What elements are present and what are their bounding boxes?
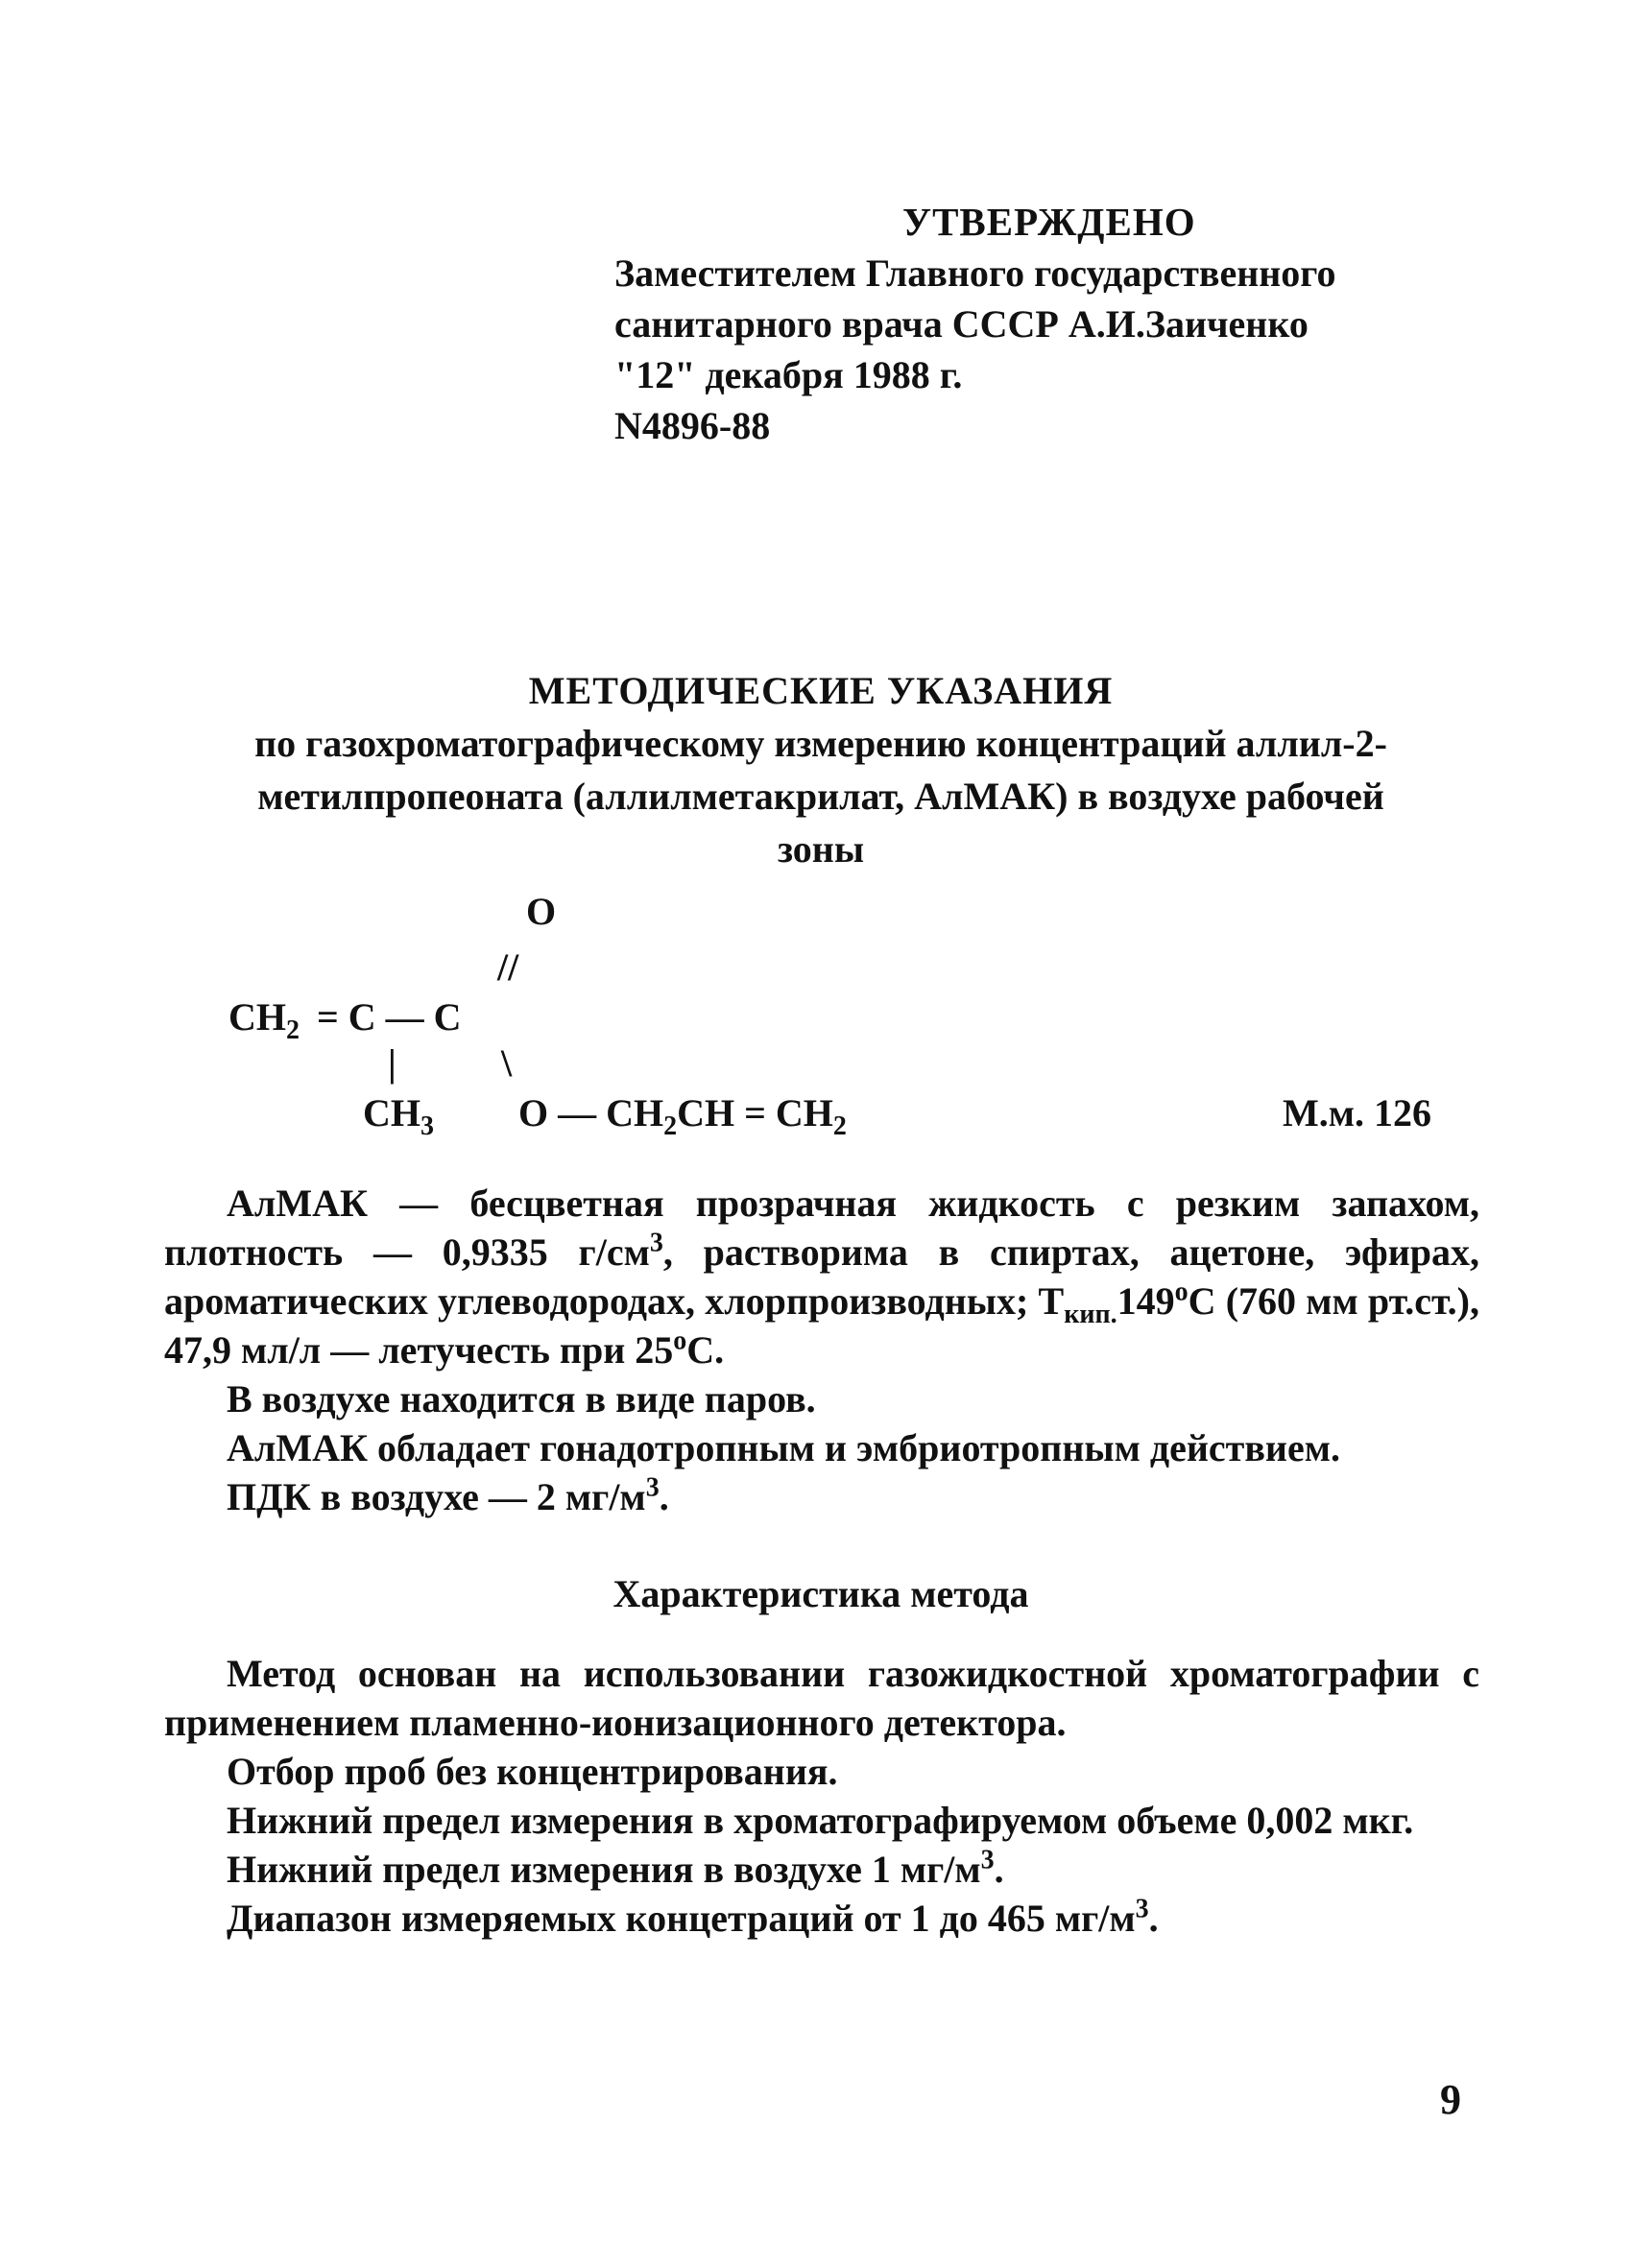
approval-line-1: Заместителем Главного государственного bbox=[614, 251, 1336, 295]
approval-heading: УТВЕРЖДЕНО bbox=[902, 200, 1196, 244]
properties-mac: ПДК в воздухе — 2 $мг/м^3$. bbox=[227, 1472, 669, 1518]
title-line-1: по газохроматографическому измерению концентраций аллил-2- bbox=[254, 722, 1387, 765]
formula-ch3-group: $CH_3$ bbox=[363, 1091, 434, 1141]
formula-double-bond: // bbox=[497, 945, 519, 989]
formula-ch2-group: $CH_2$ bbox=[228, 995, 300, 1045]
formula-ch2c-subscript: 2 bbox=[832, 1111, 847, 1141]
formula-single-bond: \ bbox=[501, 1041, 513, 1085]
properties-paragraph-1: АлМАК — бесцветная прозрачная жидкость с резким запахом, плотность — 0,9335 $г/см^3$, растворима в спиртах, ацетоне, эфирах, ароматических углеводородах, хлорпроизводных; $Т_{кип.}149^оС$ (760 мм рт.ст.), 47,9 мл/л — летучесть при $25^оС$. bbox=[164, 1182, 1479, 1372]
molar-mass: М.м. 126 bbox=[1283, 1091, 1431, 1134]
method-paragraph-4: Нижний предел измерения в воздухе 1 $мг/м^3$. bbox=[227, 1845, 1004, 1891]
method-paragraph-1: Метод основан на использовании газожидкостной хроматографии с применением пламенно-ионизационного детектора. bbox=[164, 1652, 1479, 1744]
title-line-3: зоны bbox=[777, 827, 865, 871]
document-title bbox=[163, 664, 1478, 875]
formula-c-c-chain: = C — C bbox=[317, 995, 462, 1039]
approval-line-2: санитарного врача СССР А.И.Заиченко bbox=[614, 302, 1309, 346]
formula-carbonyl-oxygen: O bbox=[526, 890, 557, 933]
formula-vertical-bond: | bbox=[388, 1041, 396, 1085]
approval-line-3: "12" декабря 1988 г. bbox=[614, 353, 963, 396]
formula-ch3-subscript: 3 bbox=[420, 1111, 434, 1141]
method-paragraph-2: Отбор проб без концентрирования. bbox=[227, 1750, 838, 1793]
structural-formula bbox=[0, 890, 1633, 1142]
approval-block bbox=[614, 197, 1335, 451]
method-heading: Характеристика метода bbox=[612, 1572, 1029, 1615]
formula-ester-chain: O — $CH_2CH = CH_2$ bbox=[518, 1091, 847, 1141]
title-heading: МЕТОДИЧЕСКИЕ УКАЗАНИЯ bbox=[528, 669, 1114, 712]
properties-paragraph-2: В воздухе находится в виде паров. bbox=[227, 1377, 816, 1420]
formula-ch2-subscript: 2 bbox=[286, 1015, 300, 1045]
title-line-2: метилпропеоната (аллилметакрилат, АлМАК) в воздухе рабочей bbox=[257, 775, 1384, 818]
method-paragraph-3: Нижний предел измерения в хроматографируемом объеме 0,002 мкг. bbox=[227, 1799, 1414, 1842]
properties-section bbox=[164, 1179, 1479, 1521]
method-paragraph-5: Диапазон измеряемых концетраций от 1 до 465 $мг/м^3$. bbox=[227, 1894, 1159, 1940]
method-section bbox=[164, 1649, 1479, 1943]
page-number: 9 bbox=[1440, 2076, 1461, 2123]
formula-ch2b-subscript: 2 bbox=[663, 1111, 678, 1141]
properties-paragraph-3: АлМАК обладает гонадотропным и эмбриотропным действием. bbox=[227, 1426, 1340, 1469]
approval-number: N4896-88 bbox=[614, 404, 771, 447]
